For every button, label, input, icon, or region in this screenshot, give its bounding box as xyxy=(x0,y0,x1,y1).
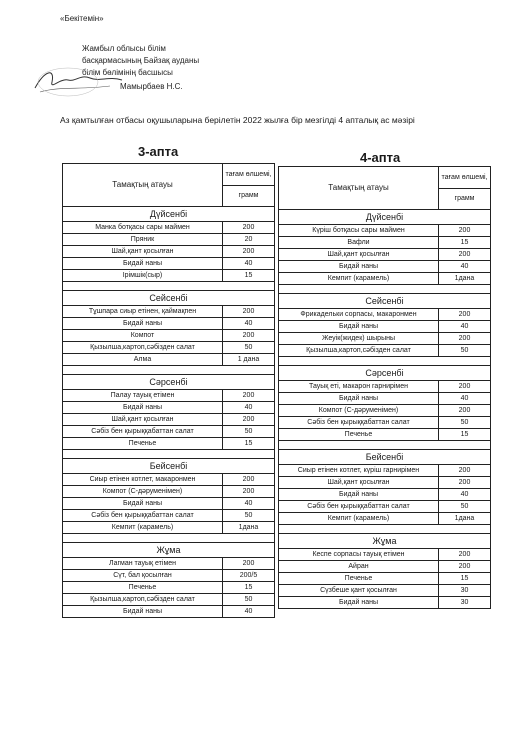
dish-name: Қызылша,картоп,сәбізден салат xyxy=(63,594,223,606)
week3-menu-table xyxy=(62,163,275,618)
dish-amount: 200 xyxy=(223,330,275,342)
dish-name: Бидай наны xyxy=(279,393,439,405)
document-title: Аз қамтылған отбасы оқушыларына берілетін 2022 жылға бір мезгілді 4 апталық ас мәзірі xyxy=(60,115,415,125)
dish-amount: 200 xyxy=(223,246,275,258)
table-row xyxy=(63,498,275,510)
dish-name: Алма xyxy=(63,354,223,366)
section-gap xyxy=(63,534,275,543)
signature-icon xyxy=(30,60,130,100)
table-row xyxy=(279,477,491,489)
dish-name: Кеспе сорпасы тауық етімен xyxy=(279,549,439,561)
dish-amount: 40 xyxy=(223,258,275,270)
dish-name: Компот (С-дәруменімен) xyxy=(279,405,439,417)
table-row xyxy=(63,522,275,534)
table-row xyxy=(63,246,275,258)
dish-amount: 200 xyxy=(223,222,275,234)
dish-name: Шай,қант қосылған xyxy=(63,414,223,426)
table-row xyxy=(63,510,275,522)
dish-name: Бидай наны xyxy=(63,318,223,330)
table-row xyxy=(279,309,491,321)
table-row xyxy=(63,270,275,282)
dish-name: Сәбіз бен қырыққабаттан салат xyxy=(279,417,439,429)
table-row xyxy=(279,333,491,345)
table-row xyxy=(279,273,491,285)
dish-name: Печенье xyxy=(63,438,223,450)
section-gap xyxy=(279,357,491,366)
dish-amount: 15 xyxy=(223,582,275,594)
table-row xyxy=(279,561,491,573)
week4-label: 4-апта xyxy=(360,150,401,165)
day-header-row xyxy=(279,294,491,309)
dish-amount: 40 xyxy=(439,489,491,501)
dish-name: Кемпит (карамель) xyxy=(63,522,223,534)
day-header-row xyxy=(63,207,275,222)
dish-amount: 1дана xyxy=(439,273,491,285)
column-header-name: Тамақтың атауы xyxy=(63,164,223,207)
dish-name: Палау тауық етімен xyxy=(63,390,223,402)
table-row xyxy=(63,594,275,606)
dish-amount: 50 xyxy=(223,342,275,354)
dish-amount: 200 xyxy=(439,309,491,321)
dish-name: Бидай наны xyxy=(63,402,223,414)
dish-name: Жеуік(жидек) шырыны xyxy=(279,333,439,345)
table-row xyxy=(63,234,275,246)
day-header-row xyxy=(279,210,491,225)
dish-name: Шай,қант қосылған xyxy=(279,249,439,261)
dish-amount: 200 xyxy=(223,414,275,426)
dish-name: Бидай наны xyxy=(63,498,223,510)
table-row xyxy=(279,393,491,405)
table-row xyxy=(63,318,275,330)
dish-amount: 50 xyxy=(223,426,275,438)
dish-name: Тауық еті, макарон гарнирімен xyxy=(279,381,439,393)
week4-menu-table xyxy=(278,166,491,609)
dish-amount: 1 дана xyxy=(223,354,275,366)
dish-name: Печенье xyxy=(279,429,439,441)
day-name: Бейсенбі xyxy=(279,450,491,465)
day-header-row xyxy=(279,450,491,465)
dish-name: Сиыр етінен котлет, күріш гарнирімен xyxy=(279,465,439,477)
dish-amount: 15 xyxy=(223,270,275,282)
dish-amount: 1дана xyxy=(439,513,491,525)
dish-name: Күріш ботқасы сары маймен xyxy=(279,225,439,237)
table-row xyxy=(279,597,491,609)
table-row xyxy=(279,501,491,513)
dish-amount: 20 xyxy=(223,234,275,246)
table-row xyxy=(279,249,491,261)
day-name: Бейсенбі xyxy=(63,459,275,474)
dish-amount: 200/5 xyxy=(223,570,275,582)
table-row xyxy=(63,414,275,426)
table-row xyxy=(279,321,491,333)
dish-name: Бидай наны xyxy=(279,321,439,333)
dish-name: Айран xyxy=(279,561,439,573)
day-name: Дүйсенбі xyxy=(279,210,491,225)
dish-amount: 40 xyxy=(223,606,275,618)
table-row xyxy=(279,261,491,273)
table-row xyxy=(63,354,275,366)
table-row xyxy=(279,513,491,525)
table-row xyxy=(63,426,275,438)
day-name: Сәрсенбі xyxy=(279,366,491,381)
dish-name: Компот (С-дәруменімен) xyxy=(63,486,223,498)
day-header-row xyxy=(279,366,491,381)
column-header-unit: грамм xyxy=(223,185,275,207)
dish-name: Сүзбеше қант қосылған xyxy=(279,585,439,597)
table-row xyxy=(63,474,275,486)
column-header-amount: тағам өлшемі, xyxy=(223,164,275,186)
week3-label: 3-апта xyxy=(138,144,179,159)
dish-name: Бидай наны xyxy=(63,606,223,618)
table-row xyxy=(279,417,491,429)
dish-name: Бидай наны xyxy=(63,258,223,270)
table-row xyxy=(279,585,491,597)
dish-amount: 200 xyxy=(223,390,275,402)
dish-name: Бидай наны xyxy=(279,597,439,609)
table-row xyxy=(63,342,275,354)
table-row xyxy=(63,606,275,618)
table-row xyxy=(279,465,491,477)
dish-amount: 15 xyxy=(223,438,275,450)
column-header-amount: тағам өлшемі, xyxy=(439,167,491,189)
dish-amount: 200 xyxy=(439,477,491,489)
table-row xyxy=(63,330,275,342)
dish-name: Сәбіз бен қырыққабаттан салат xyxy=(279,501,439,513)
dish-amount: 40 xyxy=(439,321,491,333)
table-row xyxy=(279,573,491,585)
dish-name: Қызылша,картоп,сәбізден салат xyxy=(279,345,439,357)
table-row xyxy=(63,402,275,414)
dish-amount: 40 xyxy=(439,261,491,273)
dish-amount: 200 xyxy=(439,249,491,261)
dish-amount: 40 xyxy=(223,402,275,414)
dish-amount: 30 xyxy=(439,597,491,609)
dish-amount: 200 xyxy=(439,549,491,561)
dish-name: Бидай наны xyxy=(279,489,439,501)
day-header-row xyxy=(63,375,275,390)
section-gap xyxy=(279,525,491,534)
dish-amount: 50 xyxy=(439,501,491,513)
table-row xyxy=(279,429,491,441)
dish-name: Печенье xyxy=(63,582,223,594)
dish-name: Ірімшік(сыр) xyxy=(63,270,223,282)
dish-amount: 50 xyxy=(439,345,491,357)
table-row xyxy=(63,486,275,498)
dish-amount: 50 xyxy=(223,510,275,522)
dish-name: Печенье xyxy=(279,573,439,585)
dish-amount: 200 xyxy=(439,465,491,477)
table-row xyxy=(279,381,491,393)
day-name: Сәрсенбі xyxy=(63,375,275,390)
dish-amount: 200 xyxy=(223,558,275,570)
section-gap xyxy=(279,441,491,450)
dish-amount: 50 xyxy=(439,417,491,429)
authority-line-3: білім бөлімінің басшысы xyxy=(82,68,173,77)
dish-amount: 15 xyxy=(439,429,491,441)
day-name: Сейсенбі xyxy=(279,294,491,309)
day-header-row xyxy=(63,291,275,306)
dish-amount: 200 xyxy=(439,405,491,417)
dish-name: Вафли xyxy=(279,237,439,249)
day-name: Сейсенбі xyxy=(63,291,275,306)
authority-line-2: басқармасының Байзақ ауданы xyxy=(82,56,200,65)
dish-amount: 40 xyxy=(223,318,275,330)
table-row xyxy=(63,390,275,402)
section-gap xyxy=(279,285,491,294)
dish-amount: 200 xyxy=(439,381,491,393)
dish-name: Сиыр етінен котлет, макаронмен xyxy=(63,474,223,486)
table-row xyxy=(279,237,491,249)
dish-amount: 40 xyxy=(223,498,275,510)
dish-name: Шай,қант қосылған xyxy=(63,246,223,258)
table-row xyxy=(279,549,491,561)
dish-amount: 50 xyxy=(223,594,275,606)
table-row xyxy=(279,225,491,237)
day-name: Жұма xyxy=(279,534,491,549)
authority-line-1: Жамбыл облысы білім xyxy=(82,44,166,53)
table-row xyxy=(63,558,275,570)
dish-amount: 30 xyxy=(439,585,491,597)
dish-amount: 200 xyxy=(439,225,491,237)
dish-amount: 200 xyxy=(223,486,275,498)
day-name: Жұма xyxy=(63,543,275,558)
dish-name: Тұшпара сиыр етінен, қаймақпен xyxy=(63,306,223,318)
dish-amount: 200 xyxy=(439,561,491,573)
section-gap xyxy=(63,366,275,375)
table-row xyxy=(63,438,275,450)
dish-name: Сүт, бал қосылған xyxy=(63,570,223,582)
dish-amount: 200 xyxy=(223,306,275,318)
dish-name: Сәбіз бен қырыққабаттан салат xyxy=(63,426,223,438)
dish-name: Компот xyxy=(63,330,223,342)
dish-name: Шай,қант қосылған xyxy=(279,477,439,489)
dish-amount: 1дана xyxy=(223,522,275,534)
table-row xyxy=(279,345,491,357)
day-header-row xyxy=(63,459,275,474)
authority-name: Мамырбаев Н.С. xyxy=(120,82,183,91)
dish-name: Сәбіз бен қырыққабаттан салат xyxy=(63,510,223,522)
dish-amount: 15 xyxy=(439,573,491,585)
table-row xyxy=(63,570,275,582)
dish-name: Кемпит (карамель) xyxy=(279,273,439,285)
dish-amount: 15 xyxy=(439,237,491,249)
dish-amount: 200 xyxy=(223,474,275,486)
day-name: Дүйсенбі xyxy=(63,207,275,222)
table-row xyxy=(63,222,275,234)
dish-name: Бидай наны xyxy=(279,261,439,273)
dish-name: Пряник xyxy=(63,234,223,246)
table-row xyxy=(63,306,275,318)
table-row xyxy=(63,258,275,270)
section-gap xyxy=(63,282,275,291)
column-header-unit: грамм xyxy=(439,188,491,210)
table-row xyxy=(279,489,491,501)
section-gap xyxy=(63,450,275,459)
dish-name: Кемпит (карамель) xyxy=(279,513,439,525)
dish-name: Қызылша,картоп,сәбізден салат xyxy=(63,342,223,354)
column-header-name: Тамақтың атауы xyxy=(279,167,439,210)
table-row xyxy=(279,405,491,417)
dish-amount: 40 xyxy=(439,393,491,405)
day-header-row xyxy=(279,534,491,549)
dish-name: Фрикадельки сорпасы, макаронмен xyxy=(279,309,439,321)
day-header-row xyxy=(63,543,275,558)
table-row xyxy=(63,582,275,594)
dish-name: Манка ботқасы сары маймен xyxy=(63,222,223,234)
dish-amount: 200 xyxy=(439,333,491,345)
dish-name: Лагман тауық етімен xyxy=(63,558,223,570)
approval-label: «Бекітемін» xyxy=(60,14,104,23)
